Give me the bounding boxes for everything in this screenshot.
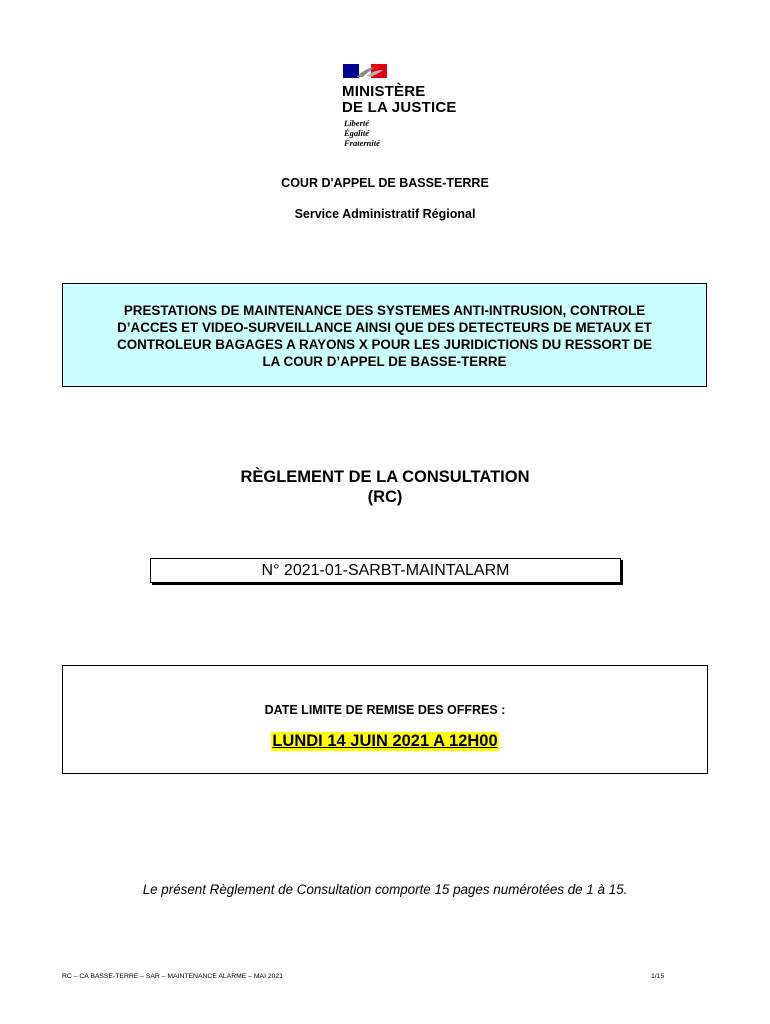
ministry-name-line2: DE LA JUSTICE xyxy=(342,99,457,116)
deadline-label: DATE LIMITE DE REMISE DES OFFRES : xyxy=(264,703,506,717)
motto-egalite: Égalité xyxy=(344,128,370,138)
deadline-box xyxy=(62,665,708,774)
footer-document-ref: RC – CA BASSE-TERRE – SAR – MAINTENANCE ALARME – MAI 2021 xyxy=(62,973,283,980)
document-type-heading xyxy=(0,467,770,507)
document-type-line2: (RC) xyxy=(367,488,403,506)
motto-fraternite: Fraternité xyxy=(344,138,380,148)
republic-motto xyxy=(344,118,380,148)
title-box xyxy=(62,283,707,387)
motto-liberte: Liberté xyxy=(344,118,370,128)
document-type-line1: RÈGLEMENT DE LA CONSULTATION xyxy=(240,468,530,486)
service-name: Service Administratif Régional xyxy=(294,207,476,221)
footer-page-number: 1/15 xyxy=(651,973,665,980)
title-line: PRESTATIONS DE MAINTENANCE DES SYSTEMES ANTI-INTRUSION, CONTROLE xyxy=(123,303,646,318)
ministry-flag-logo xyxy=(343,64,387,78)
ministry-name-line1: MINISTÈRE xyxy=(342,83,426,100)
title-line: LA COUR D’APPEL DE BASSE-TERRE xyxy=(262,354,507,369)
title-line: D’ACCES ET VIDEO-SURVEILLANCE AINSI QUE DES DETECTEURS DE METAUX ET xyxy=(117,320,652,335)
reference-number: N° 2021-01-SARBT-MAINTALARM xyxy=(150,558,621,583)
title-text xyxy=(63,302,706,370)
ministry-name xyxy=(342,84,457,116)
deadline-value: LUNDI 14 JUIN 2021 A 12H00 xyxy=(272,732,498,750)
page-count-note: Le présent Règlement de Consultation comporte 15 pages numérotées de 1 à 15. xyxy=(142,882,628,897)
court-name: COUR D'APPEL DE BASSE-TERRE xyxy=(281,176,489,190)
title-line: CONTROLEUR BAGAGES A RAYONS X POUR LES JURIDICTIONS DU RESSORT DE xyxy=(117,337,652,352)
